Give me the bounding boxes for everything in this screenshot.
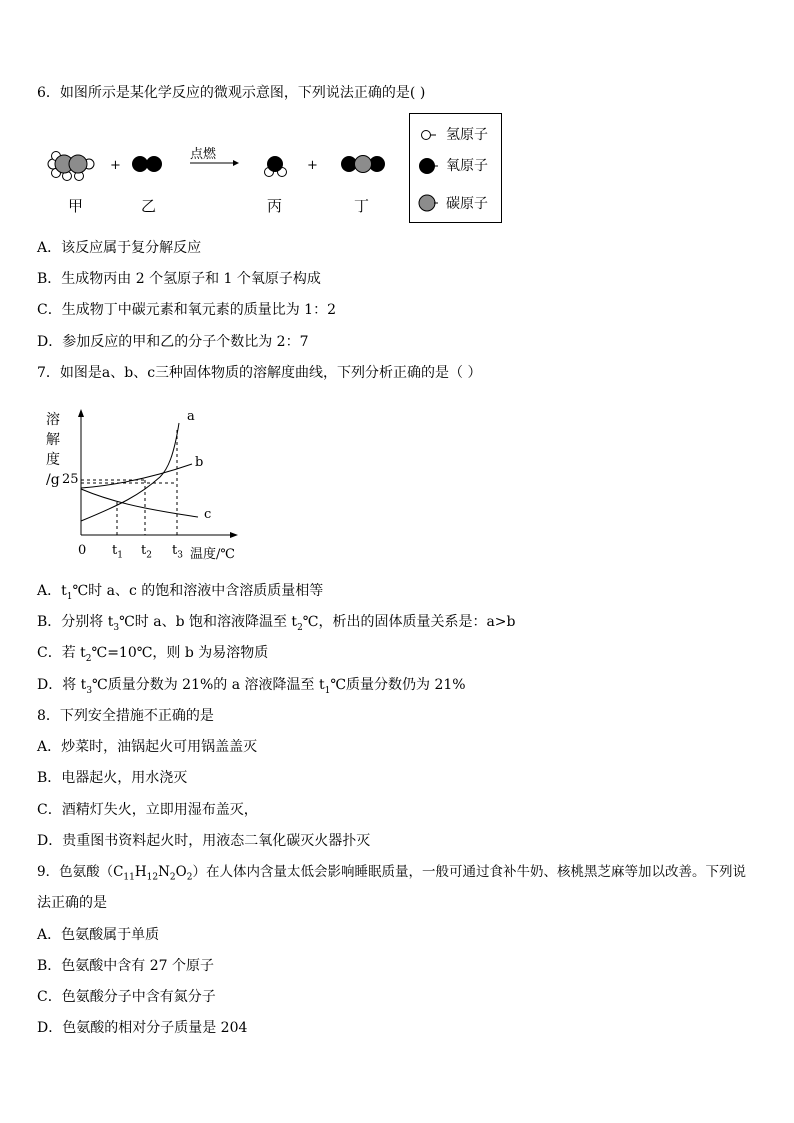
hydrogen-atom-icon (422, 131, 431, 140)
q7-stem: 7．如图是a、b、c三种固体物质的溶解度曲线，下列分析正确的是（ ） (37, 365, 482, 381)
oxygen-atom-icon (419, 158, 435, 174)
curve-label-a: a (187, 409, 195, 424)
q9-option-c: C．色氨酸分子中含有氮分子 (37, 989, 216, 1005)
curve-b (81, 464, 192, 488)
q6-option-a: A．该反应属于复分解反应 (37, 240, 202, 256)
molecule-jia (48, 152, 94, 181)
legend-hydrogen: 氢原子 (446, 127, 488, 143)
q6-stem: 6．如图所示是某化学反应的微观示意图，下列说法正确的是( ) (37, 85, 426, 101)
chart-x-tick-t3: $t_3$ (172, 543, 183, 561)
chart-y-tick-25: 25 (62, 472, 79, 487)
legend-oxygen: 氧原子 (446, 158, 488, 174)
q7-option-d: D．将 $t_3℃$质量分数为 21%的 a 溶液降温至 $t_1℃$质量分数仍为 21% (37, 677, 466, 696)
q8-stem: 8．下列安全措施不正确的是 (37, 708, 214, 724)
molecule-bing (265, 156, 287, 177)
chart-ylabel: 溶 解 度 /g (46, 412, 60, 488)
reaction-diagram (35, 140, 435, 240)
q8-option-a: A．炒菜时，油锅起火可用锅盖盖灭 (37, 739, 258, 755)
label-jia: 甲 (68, 197, 84, 215)
plus-sign-1: + (110, 158, 121, 173)
curve-label-c: c (204, 507, 212, 522)
curve-a (81, 423, 179, 521)
q7-option-b: B．分别将 $t_3℃$时 a、b 饱和溶液降温至 $t_2℃$，析出的固体质量关系是：a>b (37, 614, 516, 633)
q9-stem: 9．色氨酸$(C_{11}H_{12}N_2O_2)$在人体内含量太低会影响睡眠质量，一般可通过食补牛奶、核桃黑芝麻等加以改善。下列说 (37, 864, 746, 883)
label-bing: 丙 (267, 197, 283, 215)
q6-option-b: B．生成物丙由 2 个氢原子和 1 个氧原子构成 (37, 271, 321, 287)
q7-option-a: A．$t_1℃$时 a、c 的饱和溶液中含溶质质量相等 (37, 583, 324, 602)
q9-stem-line2: 法正确的是 (37, 895, 107, 911)
q8-option-c: C．酒精灯失火，立即用湿布盖灭， (37, 802, 258, 818)
legend-carbon: 碳原子 (446, 196, 488, 212)
curve-label-b: b (195, 455, 204, 470)
chart-x-tick-t2: $t_2$ (141, 543, 152, 561)
atom-legend (409, 113, 502, 223)
label-ding: 丁 (354, 197, 370, 215)
q6-option-c: C．生成物丁中碳元素和氧元素的质量比为 1：2 (37, 302, 336, 318)
q8-option-b: B．电器起火，用水浇灭 (37, 770, 188, 786)
label-yi: 乙 (141, 197, 157, 215)
chart-xlabel: 温度/℃ (190, 547, 235, 562)
carbon-atom-icon (419, 195, 435, 211)
chart-x-tick-t1: $t_1$ (112, 543, 123, 561)
q7-option-c: C．若 $t_2℃=10℃$，则 b 为易溶物质 (37, 645, 269, 664)
q9-option-a: A．色氨酸属于单质 (37, 927, 160, 943)
q6-option-d: D．参加反应的甲和乙的分子个数比为 2：7 (37, 334, 309, 350)
molecule-ding (341, 156, 385, 173)
q9-option-d: D．色氨酸的相对分子质量是 204 (37, 1020, 248, 1036)
molecule-yi (132, 156, 162, 172)
chart-origin: 0 (78, 543, 87, 558)
q9-option-b: B．色氨酸中含有 27 个原子 (37, 958, 215, 974)
plus-sign-2: + (307, 158, 318, 173)
arrow-label: 点燃 (190, 147, 217, 162)
q8-option-d: D．贵重图书资料起火时，用液态二氧化碳灭火器扑灭 (37, 833, 371, 849)
